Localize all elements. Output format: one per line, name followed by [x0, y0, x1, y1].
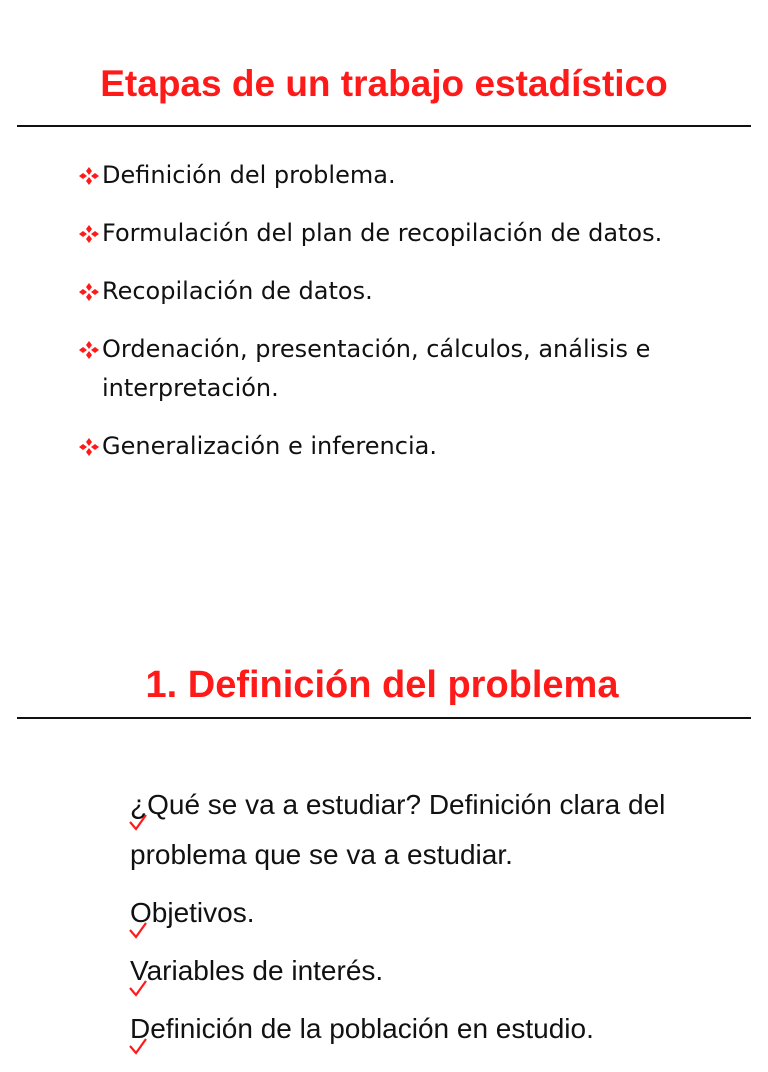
list-item-text: Ordenación, presentación, cálculos, análisis e interpretación. — [102, 335, 651, 402]
list-item-text: Formulación del plan de recopilación de datos. — [102, 219, 663, 247]
checkmark-icon — [128, 798, 148, 818]
list-item — [76, 272, 716, 311]
stages-list — [76, 156, 716, 485]
checkmark-icon — [128, 964, 148, 984]
slide-title: Etapas de un trabajo estadístico — [100, 63, 668, 104]
list-item — [76, 330, 716, 408]
checkmark-icon — [128, 906, 148, 926]
list-item-text: Variables de interés. — [130, 955, 384, 986]
list-item-text: Definición de la población en estudio. — [130, 1013, 594, 1044]
definition-list — [130, 780, 730, 1062]
slide-definicion — [0, 600, 768, 1044]
four-diamond-bullet-icon — [76, 224, 102, 244]
list-item-text: Definición del problema. — [102, 161, 396, 189]
list-item — [130, 946, 730, 996]
title-divider — [17, 125, 751, 127]
list-item-text: Objetivos. — [130, 897, 255, 928]
list-item — [130, 888, 730, 938]
list-item — [130, 1004, 730, 1054]
list-item-text: Generalización e inferencia. — [102, 432, 437, 460]
four-diamond-bullet-icon — [76, 282, 102, 302]
slide-title: 1. Definición del problema — [145, 664, 619, 706]
list-item — [130, 780, 730, 880]
title-divider — [17, 717, 751, 719]
list-item — [76, 156, 716, 195]
four-diamond-bullet-icon — [76, 437, 102, 457]
checkmark-icon — [128, 1022, 148, 1042]
list-item — [76, 427, 716, 466]
list-item-text: ¿Qué se va a estudiar? Definición clara del problema que se va a estudiar. — [130, 789, 666, 870]
four-diamond-bullet-icon — [76, 166, 102, 186]
four-diamond-bullet-icon — [76, 340, 102, 360]
list-item-text: Recopilación de datos. — [102, 277, 373, 305]
list-item — [76, 214, 716, 253]
